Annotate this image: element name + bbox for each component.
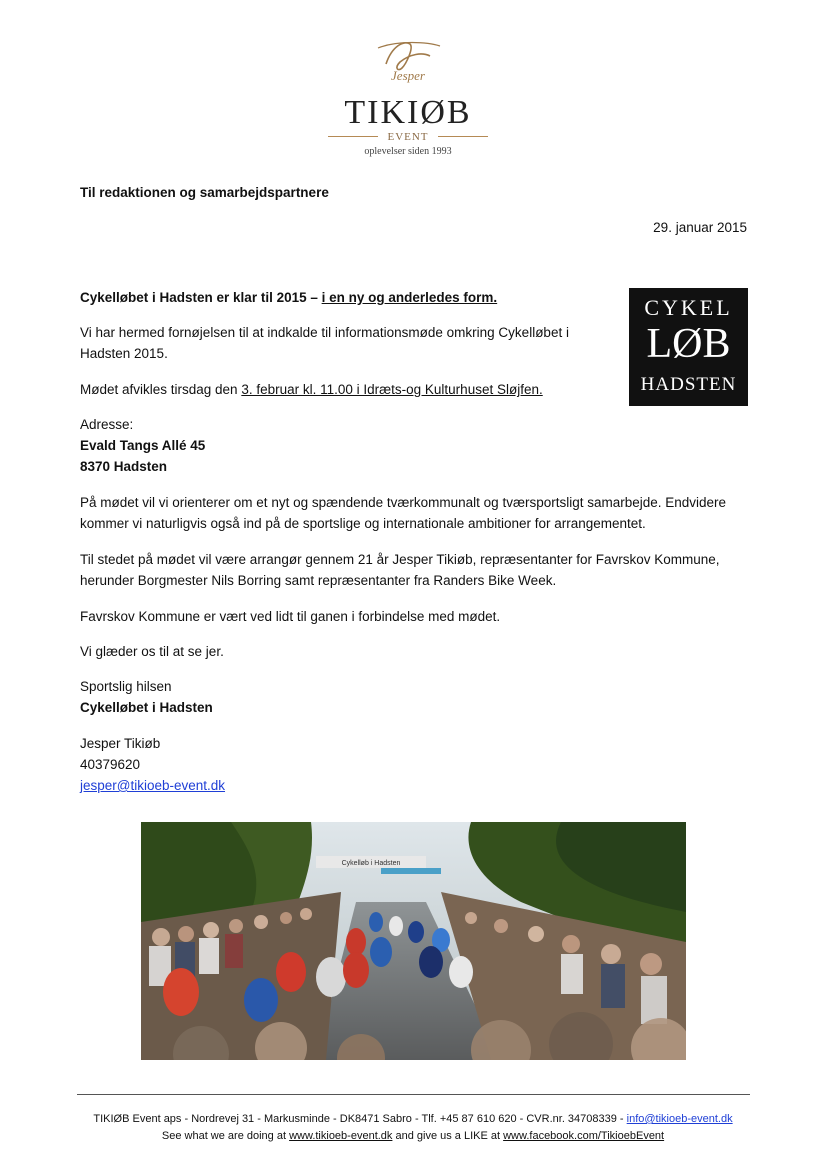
closing-org: Cykelløbet i Hadsten xyxy=(80,700,213,715)
footer-company-text: TIKIØB Event aps - Nordrevej 31 - Markusminde - DK8471 Sabro - Tlf. +45 87 610 620 - CVR.nr. 34708339 - xyxy=(93,1113,627,1125)
signature-text: Jesper xyxy=(391,68,425,83)
contact-block xyxy=(80,733,225,796)
logo-line-1: CYKEL xyxy=(644,295,733,320)
address-street: Evald Tangs Allé 45 xyxy=(80,438,206,453)
brand-name: TIKIØB xyxy=(344,94,472,131)
address-label: Adresse: xyxy=(80,417,134,432)
meeting-prefix: Mødet afvikles tirsdag den xyxy=(80,382,242,397)
headline-main: Cykelløbet i Hadsten er klar til 2015 – xyxy=(80,290,322,305)
footer-divider xyxy=(77,1094,750,1095)
race-photo xyxy=(141,822,686,1060)
paragraph-see-you: Vi glæder os til at se jer. xyxy=(80,644,224,659)
contact-phone: 40379620 xyxy=(80,757,141,772)
paragraph-invitation: Vi har hermed fornøjelsen til at indkalde til informationsmøde omkring Cykelløbet i Hadsten 2015. xyxy=(80,325,569,361)
cykellob-hadsten-logo xyxy=(629,288,748,406)
footer-website-link[interactable]: www.tikioeb-event.dk xyxy=(289,1130,393,1142)
photo-banner-text: Cykelløb i Hadsten xyxy=(341,860,401,867)
footer-like-text: and give us a LIKE at xyxy=(392,1130,504,1142)
contact-email-link[interactable]: jesper@tikioeb-event.dk xyxy=(80,778,226,793)
closing-greeting: Sportslig hilsen xyxy=(80,679,172,694)
brand-subtitle-row xyxy=(328,130,488,144)
footer-see-text: See what we are doing at xyxy=(161,1130,290,1142)
footer-facebook-link[interactable]: www.facebook.com/TikioebEvent xyxy=(503,1130,665,1142)
paragraph-meeting xyxy=(80,379,543,400)
logo-line-3: HADSTEN xyxy=(640,374,737,395)
brand-tagline: oplevelser siden 1993 xyxy=(364,146,452,157)
paragraph-refreshments: Favrskov Kommune er vært ved lidt til ganen i forbindelse med mødet. xyxy=(80,609,501,624)
headline xyxy=(80,287,497,308)
headline-underlined: i en ny og anderledes form. xyxy=(321,290,498,305)
contact-name: Jesper Tikiøb xyxy=(80,736,161,751)
brand-subtitle: EVENT xyxy=(387,131,429,143)
paragraph-agenda: På mødet vil vi orienterer om et nyt og spændende tværkommunalt og tværsportsligt samarbejde. Endvidere kommer vi naturligvis også ind på de sportslige og internationale ambitioner for arrangementet. xyxy=(80,495,727,531)
footer-social-info xyxy=(0,1128,826,1144)
meeting-time-place: 3. februar kl. 11.00 i Idræts-og Kulturhuset Sløjfen. xyxy=(241,382,543,397)
race-photo-illustration xyxy=(141,822,686,1060)
address-city: 8370 Hadsten xyxy=(80,459,168,474)
closing-block xyxy=(80,676,213,718)
footer-email-link[interactable]: info@tikioeb-event.dk xyxy=(626,1113,733,1125)
address-block xyxy=(80,414,205,477)
letter-date: 29. januar 2015 xyxy=(653,220,747,235)
logo-line-2: LØB xyxy=(646,321,731,367)
divider-right xyxy=(438,136,488,137)
company-logo xyxy=(318,28,498,157)
paragraph-attendees: Til stedet på mødet vil være arrangør gennem 21 år Jesper Tikiøb, repræsentanter for Favrskov Kommune, herunder Borgmester Nils Borring samt repræsentanter fra Randers Bike Week. xyxy=(80,552,720,588)
footer-company-info xyxy=(0,1111,826,1127)
recipient-line: Til redaktionen og samarbejdspartnere xyxy=(80,185,329,200)
